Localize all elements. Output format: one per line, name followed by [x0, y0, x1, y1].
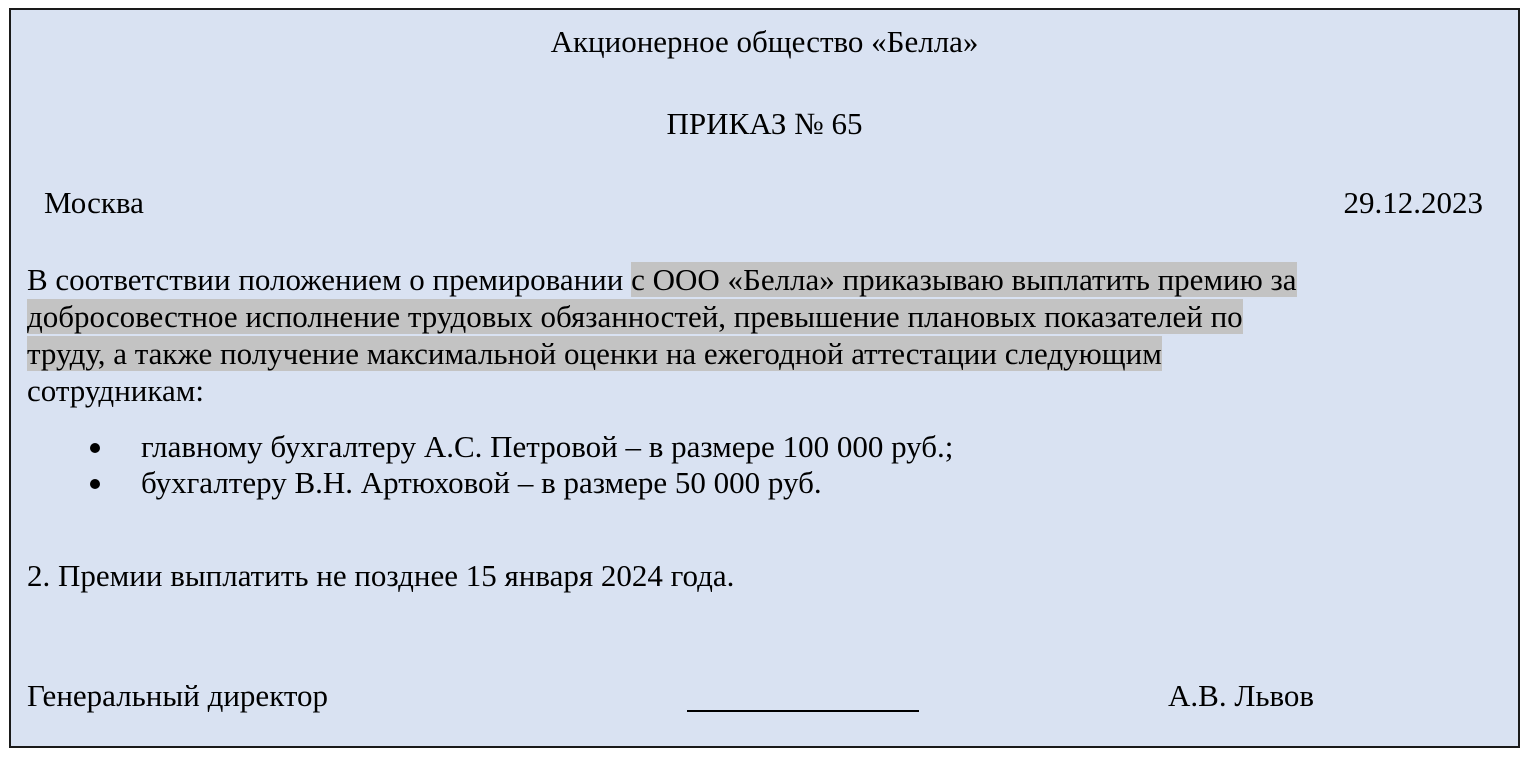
bullet-icon	[90, 443, 100, 453]
paragraph-line-3-highlight: труду, а также получение максимальной оценки на ежегодной аттестации следующим	[27, 336, 1162, 371]
list-item	[11, 465, 953, 501]
paragraph-line-1	[27, 261, 1507, 298]
paragraph-line-2	[27, 298, 1507, 335]
order-document	[9, 8, 1520, 748]
order-date: 29.12.2023	[1343, 185, 1483, 220]
paragraph-line-1-highlight: с ООО «Белла» приказываю выплатить премию за	[631, 262, 1297, 297]
paragraph-line-4: сотрудникам:	[27, 373, 204, 408]
order-paragraph	[27, 261, 1507, 409]
city: Москва	[44, 185, 144, 220]
signatory-title: Генеральный директор	[27, 678, 328, 713]
bullet-text: главному бухгалтеру А.С. Петровой – в размере 100 000 руб.;	[141, 429, 954, 464]
item-2-text: 2. Премии выплатить не позднее 15 января 2024 года.	[27, 558, 735, 593]
paragraph-line-3	[27, 335, 1507, 372]
signature-line	[687, 710, 919, 712]
order-title: ПРИКАЗ № 65	[666, 106, 863, 141]
signatory-name: А.В. Львов	[1168, 678, 1315, 713]
list-item	[11, 429, 953, 465]
bullet-icon	[90, 479, 100, 489]
company-name: Акционерное общество «Белла»	[550, 24, 979, 59]
paragraph-line-1-plain: В соответствии положением о премировании	[27, 262, 632, 297]
paragraph-line-2-highlight: добросовестное исполнение трудовых обязанностей, превышение плановых показателей по	[27, 299, 1243, 334]
bullet-text: бухгалтеру В.Н. Артюховой – в размере 50 000 руб.	[141, 465, 822, 500]
bonus-list	[11, 429, 953, 501]
